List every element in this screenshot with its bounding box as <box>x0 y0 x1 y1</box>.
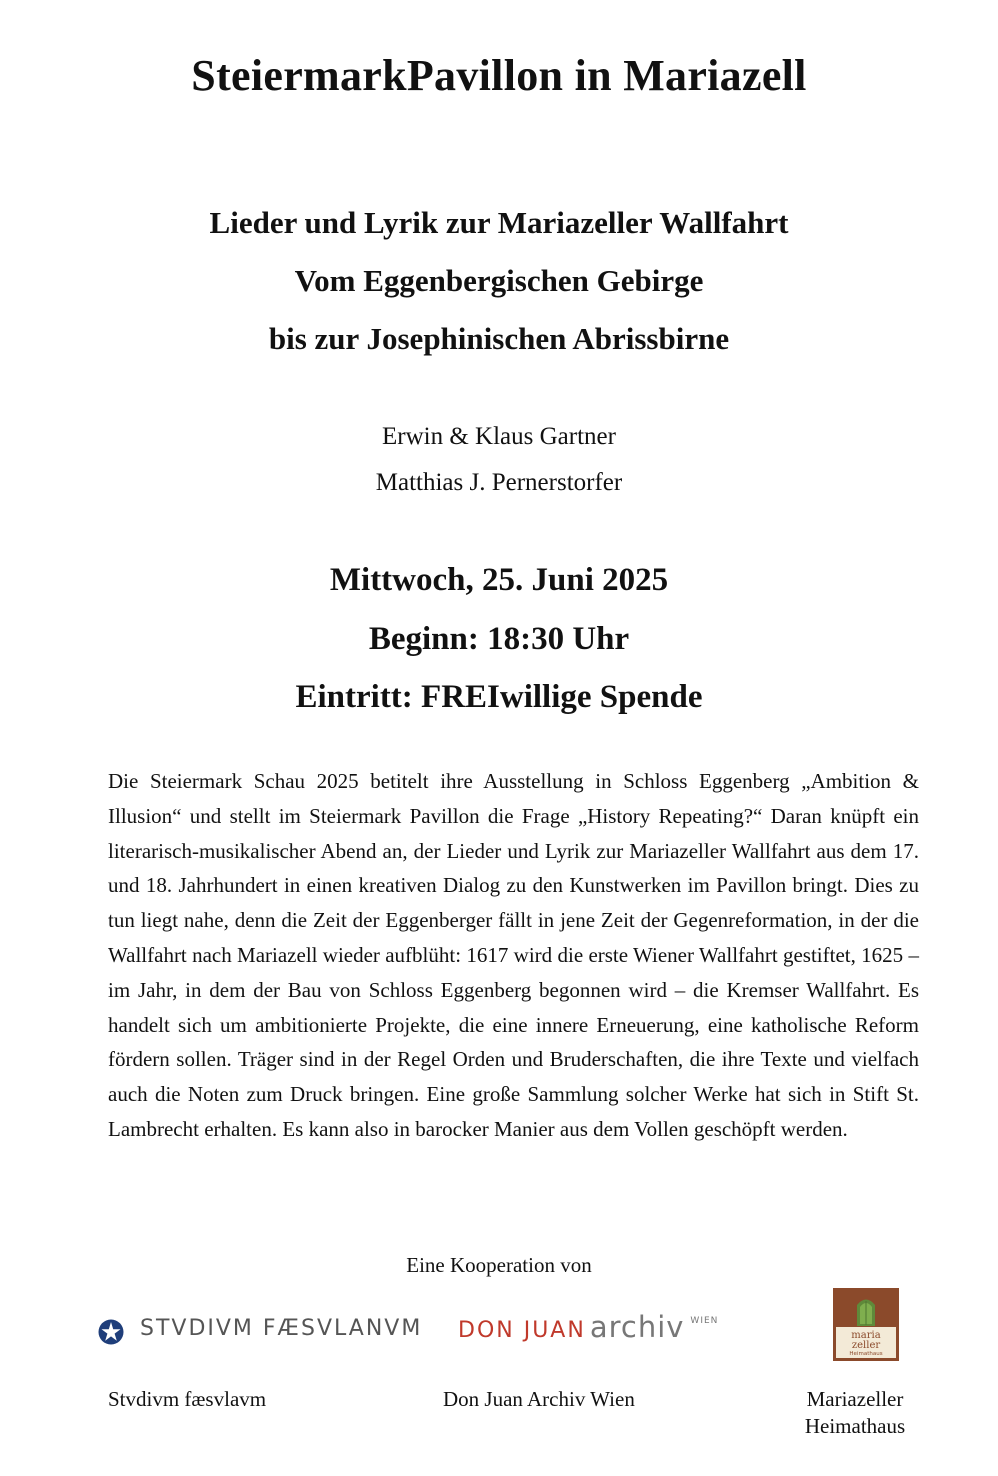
event-date: Mittwoch, 25. Juni 2025 <box>329 562 669 598</box>
heimathaus-logo-line-1: maria <box>851 1330 881 1341</box>
subtitle-line-3: bis zur Josephinischen Abrissbirne <box>268 321 730 356</box>
event-start-time: Beginn: 18:30 Uhr <box>368 621 630 657</box>
cooperation-label: Eine Kooperation von <box>406 1253 592 1277</box>
partner-caption-heimathaus-line-2: Heimathaus <box>804 1414 906 1438</box>
partner-caption-donjuan: Don Juan Archiv Wien <box>443 1387 635 1411</box>
heimathaus-logo-line-3: Heimathaus <box>849 1351 883 1357</box>
studium-logo-text: STVDIVM FÆSVLANVM <box>140 1316 423 1341</box>
subtitle-line-1: Lieder und Lyrik zur Mariazeller Wallfahrt <box>209 205 789 240</box>
partner-caption-heimathaus <box>780 1386 930 1440</box>
page-title: SteiermarkPavillon in Mariazell <box>191 51 807 100</box>
don-juan-archiv-logo <box>458 1310 758 1354</box>
partner-caption-heimathaus-line-1: Mariazeller <box>806 1387 904 1411</box>
heimathaus-logo <box>833 1288 899 1361</box>
studium-faesulanum-logo <box>88 1308 433 1358</box>
description-paragraph: Die Steiermark Schau 2025 betitelt ihre Ausstellung in Schloss Eggenberg „Ambition & Illusion“ und stellt im Steiermark Pavillon die Frage „History Repeating?“ Daran knüpft ein literarisch-musikalischer Abend an, der Lieder und Lyrik zur Mariazeller Wallfahrt aus dem 17. und 18. Jahrhundert in einen kreativen Dialog zu den Kunstwerken im Pavillon bringt. Dies zu tun liegt nahe, denn die Zeit der Eggenberger fällt in jene Zeit der Gegenreformation, in der die Wallfahrt nach Mariazell wieder aufblüht: 1617 wird die erste Wiener Wallfahrt gestiftet, 1625 – im Jahr, in dem der Bau von Schloss Eggenberg begonnen wird – die Kremser Wallfahrt. Es handelt sich um ambitionierte Projekte, die eine innere Erneuerung, eine katholische Reform fördern sollen. Träger sind in der Regel Orden und Bruderschaften, die ihre Texte und vielfach auch die Noten zum Druck bringen. Eine große Sammlung solcher Werke hat sich in Stift St. Lambrecht erhalten. Es kann also in barocker Manier aus dem Vollen geschöpft werden. <box>108 769 919 1141</box>
don-juan-logo-text: DON JUAN <box>458 1318 586 1343</box>
archiv-logo-text: archiv <box>589 1310 685 1344</box>
wien-logo-text: WIEN <box>690 1316 719 1326</box>
partner-caption-studium: Stvdivm fæsvlavm <box>108 1387 267 1411</box>
event-entry: Eintritt: FREIwillige Spende <box>295 679 703 715</box>
performers-line-1: Erwin & Klaus Gartner <box>382 423 616 450</box>
performers-line-2: Matthias J. Pernerstorfer <box>375 469 623 496</box>
heimathaus-logo-line-2: zeller <box>851 1340 881 1351</box>
subtitle-line-2: Vom Eggenbergischen Gebirge <box>294 263 704 298</box>
star-crescent-icon <box>88 1310 134 1356</box>
